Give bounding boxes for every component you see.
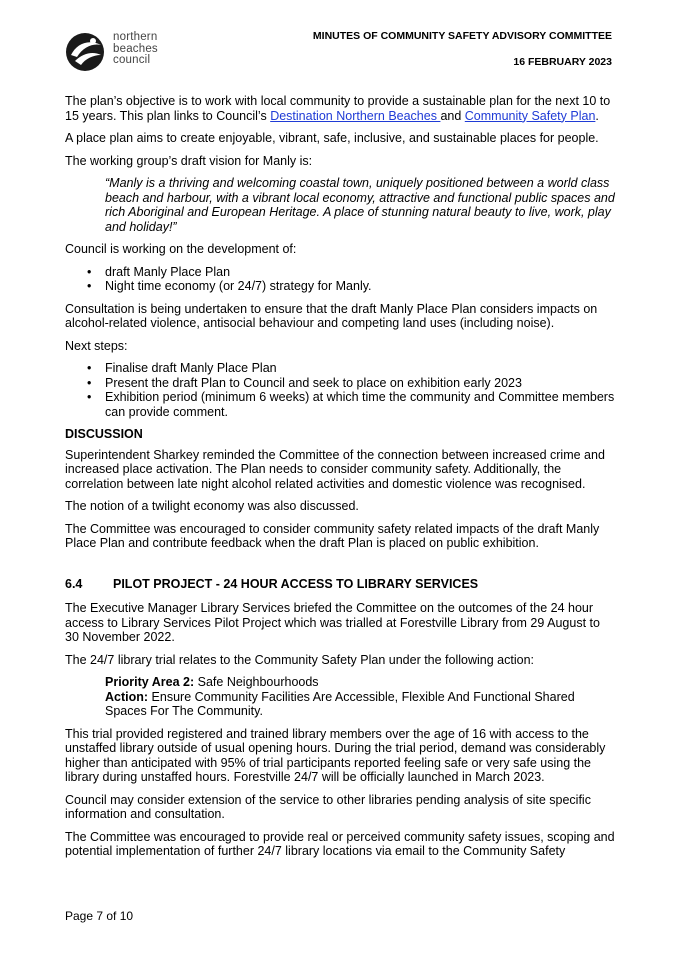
discussion-heading: DISCUSSION [65, 427, 143, 441]
paragraph-feedback: The Committee was encouraged to provide real or perceived community safety issues, scoping and potential implementation of further 24/7 library locations via email to the Community Safety [65, 829, 615, 858]
paragraph-twilight: The notion of a twilight economy was also discussed. [65, 499, 359, 513]
development-list [65, 265, 615, 294]
list-item: • Night time economy (or 24/7) strategy for Manly. [105, 279, 615, 294]
link-community-safety-plan[interactable]: Community Safety Plan [464, 108, 596, 123]
priority-value: Safe Neighbourhoods [194, 675, 319, 689]
paragraph-place-plan: A place plan aims to create enjoyable, vibrant, safe, inclusive, and sustainable places for people. [65, 131, 599, 145]
section-heading [65, 577, 615, 592]
paragraph-extension: Council may consider extension of the service to other libraries pending analysis of site specific information and consultation. [65, 792, 591, 821]
paragraph-encouraged: The Committee was encouraged to consider community safety related impacts of the draft Manly Place Plan and contribute feedback when the draft Plan is placed on public exhibition. [65, 521, 600, 550]
priority-block [105, 675, 615, 719]
paragraph-briefing: The Executive Manager Library Services briefed the Committee on the outcomes of the 24 hour access to Library Services Pilot Project which was trialled at Forestville Library from 29 August to 30 November 2022. [65, 601, 600, 644]
paragraph-discussion: Superintendent Sharkey reminded the Committee of the connection between increased crime and increased place activation. The Plan needs to consider community safety. Additionally, the correlation between late night alcohol related activities and domestic violence was recognised. [65, 447, 605, 491]
document-date: 16 FEBRUARY 2023 [513, 56, 612, 68]
action-label: Action: [105, 689, 149, 704]
section-title: PILOT PROJECT - 24 HOUR ACCESS TO LIBRARY SERVICES [113, 576, 479, 591]
list-item: • draft Manly Place Plan [105, 265, 615, 280]
paragraph-consultation: Consultation is being undertaken to ensure that the draft Manly Place Plan considers impacts on alcohol-related violence, antisocial behaviour and competing land uses (including noise). [65, 301, 598, 330]
list-item: • Exhibition period (minimum 6 weeks) at which time the community and Committee members can provide comment. [105, 390, 615, 419]
council-logo [63, 29, 213, 75]
page-number: Page 7 of 10 [65, 909, 134, 923]
paragraph-trial-relation: The 24/7 library trial relates to the Community Safety Plan under the following action: [65, 652, 534, 667]
council-logo-text: northern beaches council [113, 31, 158, 66]
vision-quote: “Manly is a thriving and welcoming coastal town, uniquely positioned between a world class beach and harbour, with a vibrant local economy, attractive and functional public spaces and rich Aboriginal and European Heritage. A place of stunning natural beauty to live, work, play and holiday!” [105, 176, 615, 234]
paragraph-objective: The plan’s objective is to work with local community to provide a sustainable plan for the next 10 to 15 years. This plan links to Council’s Destination Northern Beaches and Community Safety Plan. [65, 94, 611, 123]
document-title: MINUTES OF COMMUNITY SAFETY ADVISORY COMMITTEE [312, 30, 612, 42]
next-steps-list [65, 361, 615, 419]
section-number: 6.4 [65, 576, 83, 591]
paragraph-draft-vision: The working group’s draft vision for Manly is: [65, 153, 313, 168]
paragraph-development: Council is working on the development of: [65, 242, 297, 256]
link-destination-northern-beaches[interactable]: Destination Northern Beaches [270, 108, 441, 123]
list-item: • Present the draft Plan to Council and seek to place on exhibition early 2023 [105, 376, 615, 391]
council-logo-icon [63, 29, 109, 75]
priority-label: Priority Area 2: [105, 675, 195, 689]
paragraph-next-steps: Next steps: [65, 338, 128, 353]
paragraph-trial-results: This trial provided registered and trained library members over the age of 16 with access to the unstaffed library outside of usual opening hours. During the trial period, demand was considerably higher than anticipated with 95% of trial participants reported feeling safe or very safe using the library during unstaffed hours. Forestville 24/7 will be officially launched in March 2023. [65, 726, 606, 784]
list-item: • Finalise draft Manly Place Plan [105, 361, 615, 376]
document-body [65, 94, 615, 867]
page-header [0, 0, 675, 80]
action-value: Ensure Community Facilities Are Accessible, Flexible And Functional Shared Spaces For The Community. [105, 689, 575, 718]
